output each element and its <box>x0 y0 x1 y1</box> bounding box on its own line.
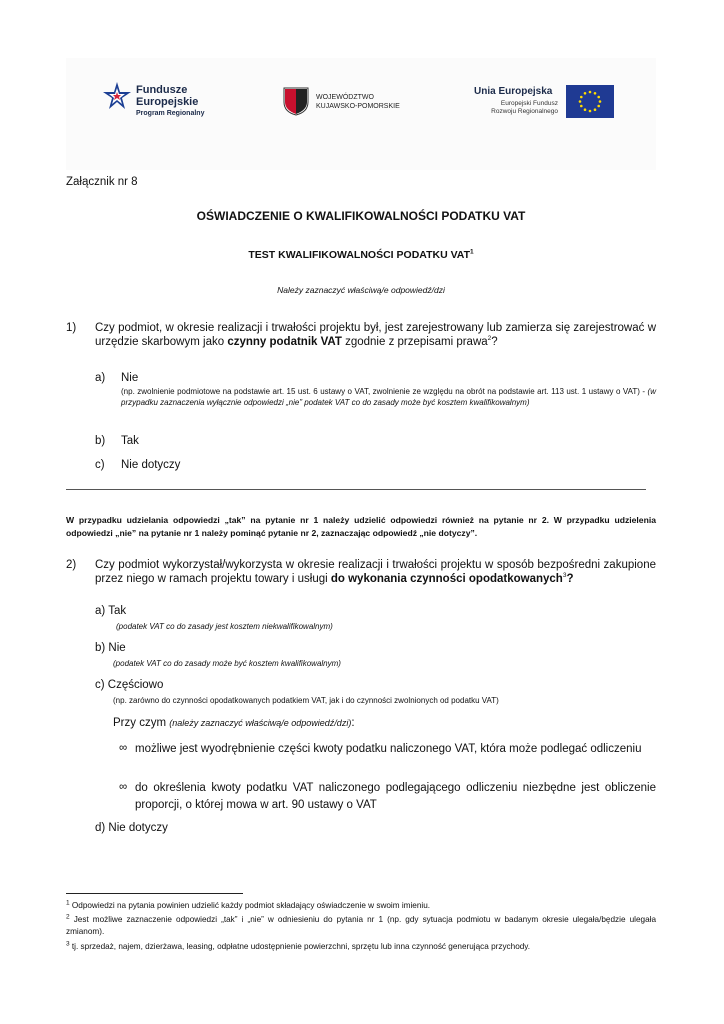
q2-przy-czym <box>113 716 355 730</box>
q2-option-b-note: (podatek VAT co do zasady może być kosztem kwalifikowalnym) <box>113 659 341 668</box>
footnote-1-text: Odpowiedzi na pytania powinien udzielić każdy podmiot składający oświadczenie w swoim imieniu. <box>69 901 431 910</box>
instruction-text: Należy zaznaczyć właściwą/e odpowiedź/dzi <box>277 285 445 295</box>
document-title: OŚWIADCZENIE O KWALIFIKOWALNOŚCI PODATKU VAT <box>196 209 526 223</box>
footnote-2 <box>66 914 656 937</box>
eu-flag-icon <box>566 85 614 118</box>
q1-text-bold: czynny podatnik VAT <box>227 336 342 348</box>
fe-line-1: Fundusze <box>136 84 188 96</box>
q2-text <box>95 558 656 586</box>
subtitle-footnote-ref: 1 <box>470 248 474 256</box>
q1-option-b-label[interactable]: Tak <box>121 435 139 447</box>
q2-option-b-label[interactable]: b) Nie <box>95 642 126 654</box>
fe-program: Program Regionalny <box>136 110 205 117</box>
q2-option-c-label[interactable]: c) Częściowo <box>95 679 164 691</box>
section-divider <box>66 489 646 490</box>
ue-sub-1: Europejski Fundusz <box>500 100 558 107</box>
ue-title: Unia Europejska <box>474 86 553 97</box>
q2-bullet-1[interactable]: możliwe jest wyodrębnienie części kwoty podatku naliczonego VAT, która może podlegać odliczeniu <box>135 743 642 755</box>
kujawsko-pomorskie-crest-icon <box>282 86 310 116</box>
footnote-2-text: Jest możliwe zaznaczenie odpowiedzi „tak” i „nie” w odniesieniu do pytania nr 1 (np. gdy sytuacja podmiotu w badanym okresie ulegała/będzie ulegała zmianom). <box>66 915 656 936</box>
q2-text-bold: do wykonania czynności opodatkowanych <box>330 573 563 585</box>
notice-text: W przypadku udzielania odpowiedzi „tak” na pytanie nr 1 należy udzielić odpowiedzi również na pytanie nr 2. W przypadku udzielenia odpowiedzi „nie” na pytanie nr 1 należy pominąć pytanie nr 2, zaznaczając odpowiedź „nie dotyczy”. <box>66 515 656 538</box>
q2-text-a: Czy podmiot wykorzystał/wykorzysta w okresie realizacji i trwałości projektu w sposób bezpośredni zakupione przez niego w ramach projektu towary i usługi <box>95 559 656 585</box>
q1-option-a-label[interactable]: Nie <box>121 372 139 384</box>
q1-a-note-plain: (np. zwolnienie podmiotowe na podstawie art. 15 ust. 6 ustawy o VAT, zwolnienie ze względu na obrót na podstawie art. 113 ust. 1 ustawy o VAT) - <box>121 387 648 396</box>
footnote-1 <box>66 900 656 912</box>
document-subtitle <box>66 248 656 262</box>
footnote-3-number: 3 <box>66 940 70 948</box>
przy-czym-end: : <box>351 717 355 729</box>
footnote-1-number: 1 <box>66 899 70 907</box>
q2-footnote-ref: 3 <box>562 572 567 580</box>
q2-option-a-note: (podatek VAT co do zasady jest kosztem niekwalifikowalnym) <box>116 622 333 631</box>
footnote-3-text: tj. sprzedaż, najem, dzierżawa, leasing, odpłatne udostępnienie powierzchni, sprzętu lub inna czynność generująca przychody. <box>69 942 531 951</box>
q2-option-a-label[interactable]: a) Tak <box>95 605 127 617</box>
woj-line-2: KUJAWSKO-POMORSKIE <box>316 103 400 110</box>
q1-option-c-letter: c) <box>95 459 105 471</box>
fundusze-europejskie-name <box>136 84 198 108</box>
q2-bullet-2[interactable]: do określenia kwoty podatku VAT naliczonego podlegającego odliczeniu niezbędne jest obliczenie proporcji, o której mowa w art. 90 ustawy o VAT <box>135 782 656 811</box>
q1-footnote-ref: 2 <box>487 335 492 343</box>
q2-number: 2) <box>66 559 77 571</box>
ue-sub-2: Rozwoju Regionalnego <box>491 108 558 115</box>
q1-number: 1) <box>66 322 77 334</box>
q1-option-b-letter: b) <box>95 435 106 447</box>
bullet-2-icon: ∞ <box>119 781 128 793</box>
woj-line-1: WOJEWÓDZTWO <box>316 94 374 101</box>
fundusze-europejskie-logo-icon <box>100 80 134 114</box>
q1-option-c-label[interactable]: Nie dotyczy <box>121 459 181 471</box>
q1-a-note-italic: (w przypadku zaznaczenia wyłącznie odpowiedzi „nie” podatek VAT co do zasady może być kosztem kwalifikowalnym) <box>121 387 656 407</box>
q1-text <box>95 321 656 349</box>
footnote-3 <box>66 941 656 953</box>
q1-text-end: ? <box>491 336 498 348</box>
q2-option-c-note: (np. zarówno do czynności opodatkowanych podatkiem VAT, jak i do czynności zwolnionych od podatku VAT) <box>113 696 499 705</box>
footnote-2-number: 2 <box>66 913 70 921</box>
q1-option-a-letter: a) <box>95 372 106 384</box>
q2-text-end: ? <box>566 573 574 585</box>
subtitle-text: TEST KWALIFIKOWALNOŚCI PODATKU VAT <box>248 249 471 261</box>
przy-czym-text: Przy czym <box>113 717 170 729</box>
q1-option-a-note <box>121 386 656 408</box>
fe-line-2: Europejskie <box>136 96 199 108</box>
bullet-1-icon: ∞ <box>119 742 128 754</box>
q1-text-a: Czy podmiot, w okresie realizacji i trwałości projektu był, jest zarejestrowany lub zamierza się zarejestrować w urzędzie skarbowym jako <box>95 322 656 348</box>
footnote-separator <box>66 893 243 894</box>
attachment-label: Załącznik nr 8 <box>66 176 138 188</box>
przy-czym-italic: (należy zaznaczyć właściwą/e odpowiedź/dzi) <box>169 718 352 728</box>
q2-option-d-label[interactable]: d) Nie dotyczy <box>95 822 168 834</box>
wojewodztwo-name <box>316 93 400 111</box>
q1-text-b: zgodnie z przepisami prawa <box>341 336 488 348</box>
ue-subtitle <box>474 100 558 116</box>
